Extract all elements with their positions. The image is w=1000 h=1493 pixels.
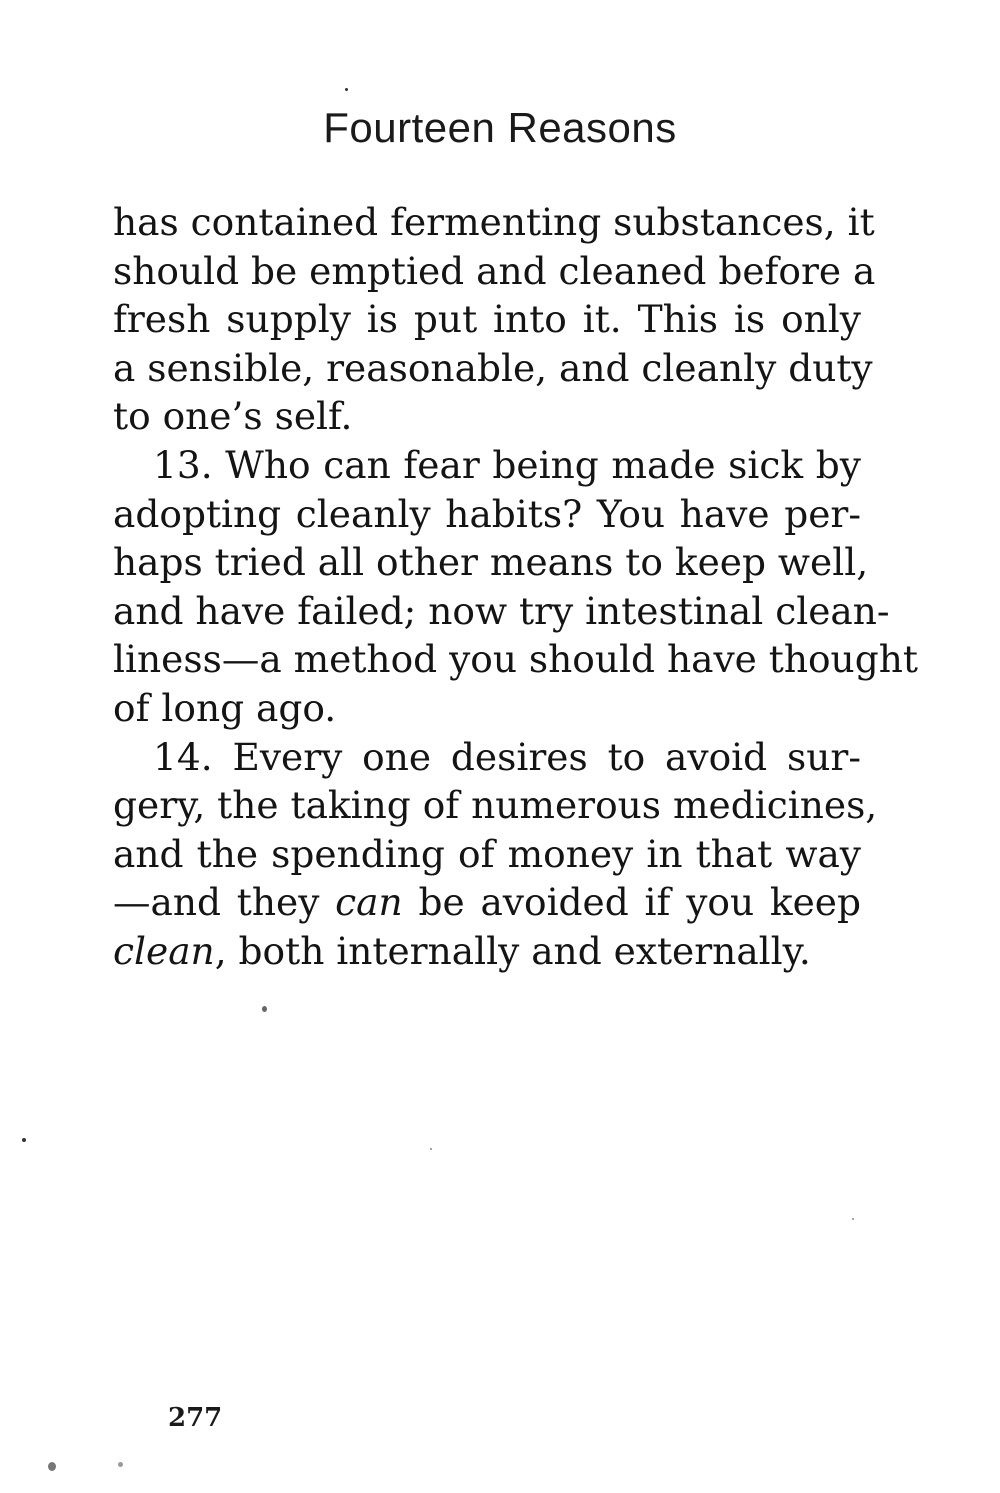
text-line: gery, the taking of numerous medicines, [113, 783, 878, 828]
text-line: to one’s self. [113, 394, 353, 439]
text-run: —and they [113, 880, 336, 925]
scan-speck [852, 1218, 854, 1220]
text-line: a sensible, reasonable, and cleanly duty [113, 345, 873, 390]
scan-speck [118, 1462, 123, 1467]
text-line: 14. Every one desires to avoid sur- [153, 734, 861, 779]
text-line: fresh supply is put into it. This is only [113, 297, 861, 342]
page-number: 277 [168, 1403, 223, 1433]
text-line: adopting cleanly habits? You have per- [113, 491, 861, 536]
running-head: Fourteen Reasons [323, 104, 677, 151]
paragraph-13 [113, 441, 918, 733]
text-line: and have failed; now try intestinal clean- [113, 588, 890, 633]
italic-emphasis: clean [113, 928, 215, 973]
scan-speck [430, 1148, 432, 1150]
text-line [113, 927, 861, 976]
text-line: liness—a method you should have thought [113, 637, 918, 682]
text-line [113, 878, 861, 927]
text-line: has contained fermenting substances, it [113, 200, 875, 244]
scan-speck [345, 88, 348, 91]
paragraph-1 [113, 198, 876, 441]
paragraph-14 [113, 733, 878, 976]
text-line: and the spending of money in that way [113, 831, 861, 876]
text-run: be avoided if you keep [402, 880, 861, 925]
body-text [113, 198, 918, 976]
scan-speck [48, 1462, 56, 1471]
scan-speck [262, 1006, 267, 1012]
text-run: , both internally and externally. [214, 928, 811, 973]
scan-speck [22, 1138, 26, 1142]
text-line: of long ago. [113, 685, 337, 730]
text-line: haps tried all other means to keep well, [113, 540, 869, 585]
text-line: 13. Who can fear being made sick by [153, 442, 861, 487]
text-line: should be emptied and cleaned before a [113, 248, 876, 293]
italic-emphasis: can [335, 880, 403, 925]
